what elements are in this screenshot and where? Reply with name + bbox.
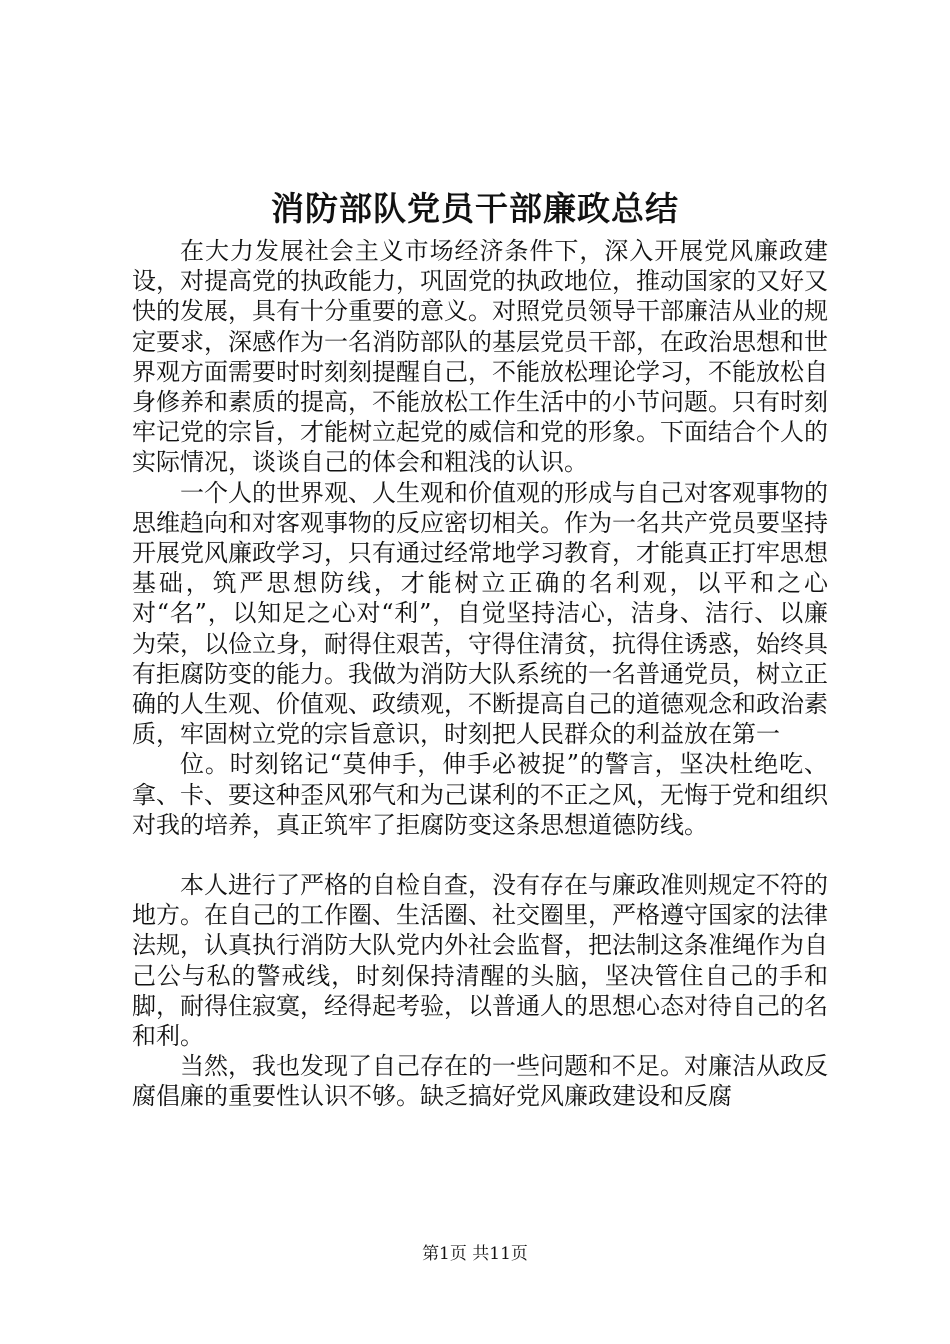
document-title: 消防部队党员干部廉政总结 [271, 189, 679, 228]
body-paragraph: 位。时刻铭记“莫伸手，伸手必被捉”的警言，坚决杜绝吃、拿、卡、要这种歪风邪气和为己谋利的不正之风，无悔于党和组织对我的培养，真正筑牢了拒腐防变这条思想道德防线。 [132, 750, 828, 839]
body-paragraph: 本人进行了严格的自检自查，没有存在与廉政准则规定不符的地方。在自己的工作圈、生活圈、社交圈里，严格遵守国家的法律法规，认真执行消防大队党内外社会监督，把法制这条准绳作为自己公与私的警戒线，时刻保持清醒的头脑，坚决管住自己的手和脚，耐得住寂寞，经得起考验，以普通人的思想心态对待自己的名和利。 [132, 871, 828, 1051]
body-paragraph: 在大力发展社会主义市场经济条件下，深入开展党风廉政建设，对提高党的执政能力，巩固党的执政地位，推动国家的又好又快的发展，具有十分重要的意义。对照党员领导干部廉洁从业的规定要求，深感作为一名消防部队的基层党员干部，在政治思想和世界观方面需要时时刻刻提醒自己，不能放松理论学习，不能放松自身修养和素质的提高，不能放松工作生活中的小节问题。只有时刻牢记党的宗旨，才能树立起党的威信和党的形象。下面结合个人的实际情况，谈谈自己的体会和粗浅的认识。 [132, 237, 828, 477]
body-paragraph: 一个人的世界观、人生观和价值观的形成与自己对客观事物的思维趋向和对客观事物的反应密切相关。作为一名共产党员要坚持开展党风廉政学习，只有通过经常地学习教育，才能真正打牢思想基础，筑严思想防线，才能树立正确的名利观，以平和之心对“名”，以知足之心对“利”，自觉坚持洁心，洁身、洁行、以廉为荣，以俭立身，耐得住艰苦，守得住清贫，抗得住诱惑，始终具有拒腐防变的能力。我做为消防大队系统的一名普通党员，树立正确的人生观、价值观、政绩观，不断提高自己的道德观念和政治素质，牢固树立党的宗旨意识，时刻把人民群众的利益放在第一 [132, 478, 828, 749]
body-paragraph: 当然，我也发现了自己存在的一些问题和不足。对廉洁从政反腐倡廉的重要性认识不够。缺乏搞好党风廉政建设和反腐 [132, 1052, 828, 1111]
page-number-footer: 第1页 共11页 [422, 1244, 528, 1264]
document-body [132, 236, 828, 1112]
